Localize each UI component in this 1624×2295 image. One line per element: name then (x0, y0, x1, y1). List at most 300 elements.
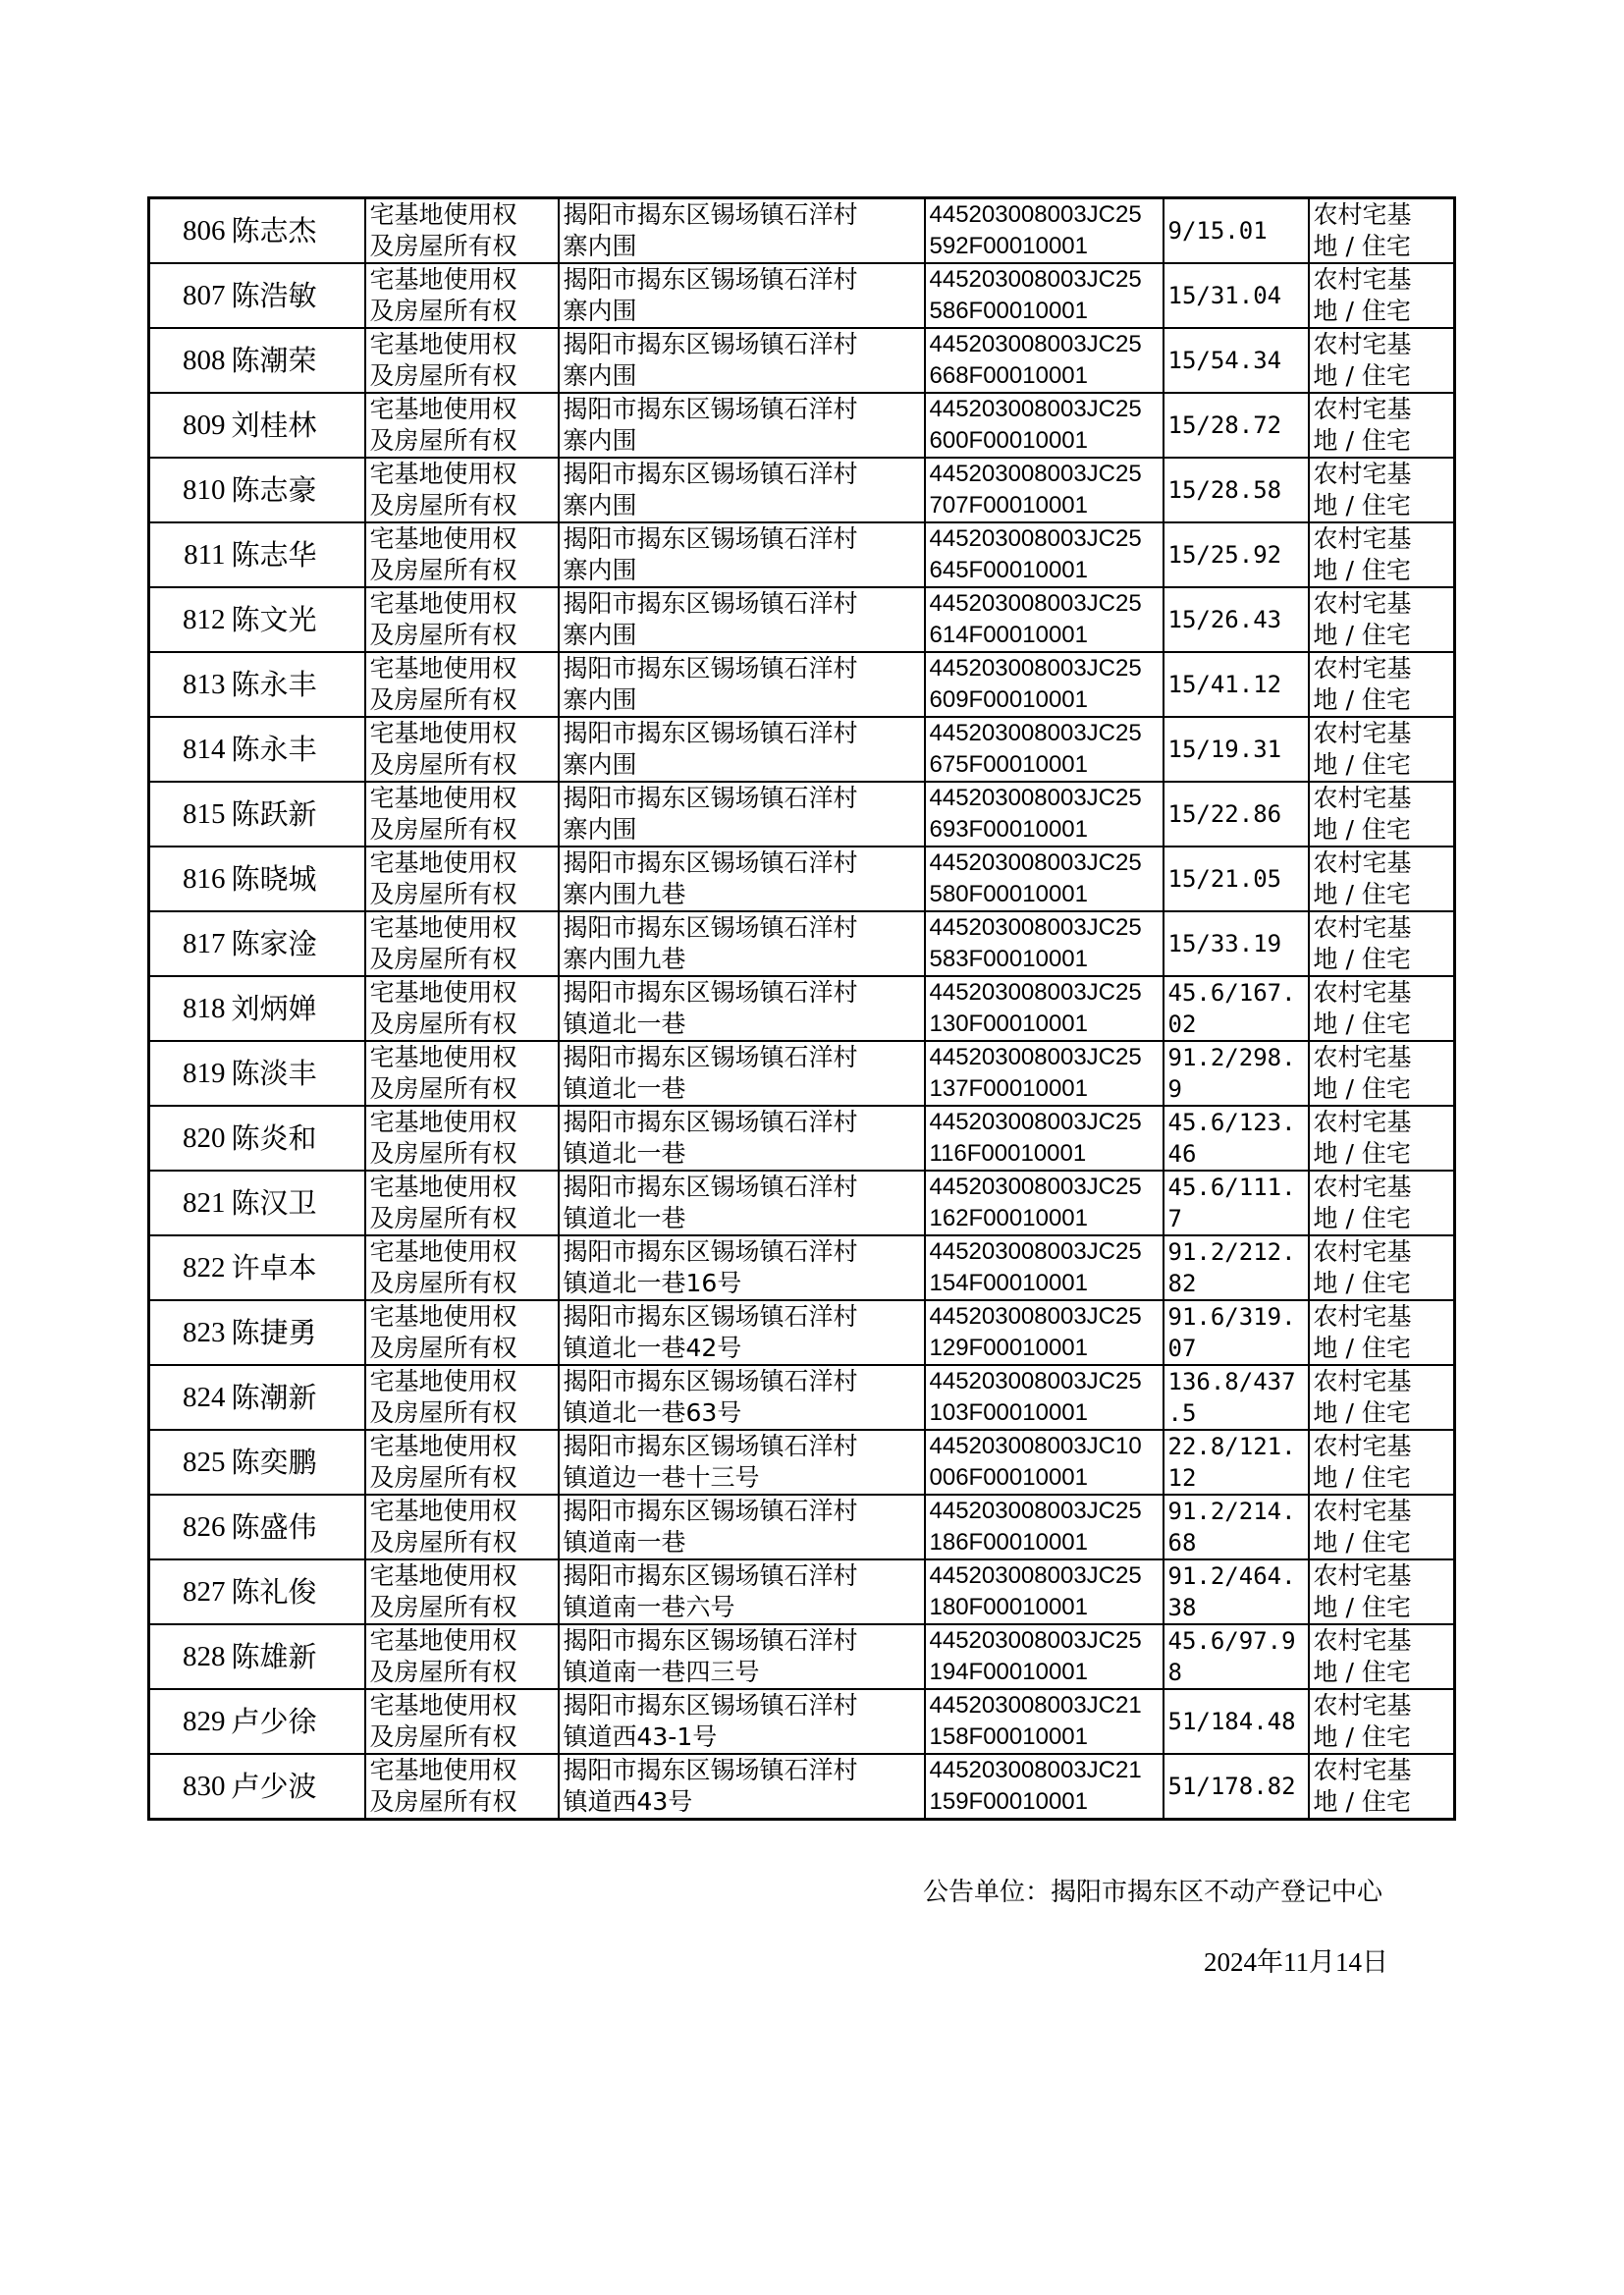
row-number-cell: 819 (149, 1041, 228, 1106)
property-address-line: 寨内围 (563, 297, 637, 325)
owner-name-cell: 陈家淦 (228, 911, 365, 976)
row-number-cell: 820 (149, 1106, 228, 1171)
unit-code-cell (925, 587, 1164, 652)
land-use-line: 地 / 住宅 (1313, 685, 1411, 714)
table-row (149, 393, 1455, 458)
property-address-cell (559, 976, 925, 1041)
land-use-cell (1309, 1430, 1455, 1495)
right-type-line: 及房屋所有权 (369, 1658, 517, 1686)
area-value-line: .5 (1167, 1399, 1197, 1427)
land-use-line: 农村宅基 (1313, 1043, 1412, 1071)
owner-name-cell: 卢少波 (228, 1754, 365, 1820)
area-value-cell (1164, 911, 1309, 976)
property-address-line: 揭阳市揭东区锡场镇石洋村 (563, 1691, 858, 1720)
area-value-cell (1164, 328, 1309, 393)
right-type-line: 宅基地使用权 (369, 1302, 517, 1331)
land-use-line: 农村宅基 (1313, 1237, 1412, 1266)
unit-code-line: 129F00010001 (929, 1335, 1088, 1361)
land-use-line: 农村宅基 (1313, 719, 1412, 747)
right-type-cell (365, 1041, 559, 1106)
property-address-line: 揭阳市揭东区锡场镇石洋村 (563, 524, 858, 553)
area-value-line: 51/184.48 (1167, 1708, 1296, 1735)
unit-code-cell (925, 782, 1164, 847)
area-value-line: 15/21.05 (1167, 865, 1282, 893)
right-type-line: 及房屋所有权 (369, 1398, 517, 1427)
unit-code-line: 137F00010001 (929, 1075, 1088, 1102)
area-value-line: 45.6/123. (1167, 1109, 1296, 1136)
land-use-cell (1309, 1106, 1455, 1171)
land-use-line: 农村宅基 (1313, 1367, 1412, 1395)
row-number-cell: 824 (149, 1365, 228, 1430)
owner-name-cell: 陈奕鹏 (228, 1430, 365, 1495)
unit-code-line: 445203008003JC25 (929, 1109, 1142, 1135)
area-value-cell (1164, 1171, 1309, 1235)
unit-code-cell (925, 1235, 1164, 1300)
right-type-cell (365, 263, 559, 328)
unit-code-line: 194F00010001 (929, 1659, 1088, 1685)
land-use-line: 农村宅基 (1313, 1691, 1412, 1720)
property-address-line: 寨内围 (563, 621, 637, 649)
property-address-line: 寨内围 (563, 685, 637, 714)
area-value-cell (1164, 652, 1309, 717)
land-use-line: 农村宅基 (1313, 265, 1412, 294)
table-row (149, 1235, 1455, 1300)
right-type-cell (365, 911, 559, 976)
unit-code-line: 103F00010001 (929, 1399, 1088, 1426)
property-address-cell (559, 458, 925, 522)
right-type-line: 及房屋所有权 (369, 1334, 517, 1362)
right-type-line: 宅基地使用权 (369, 1173, 517, 1201)
unit-code-line: 592F00010001 (929, 233, 1088, 259)
area-value-line: 15/26.43 (1167, 606, 1282, 633)
table-row (149, 198, 1455, 264)
property-address-cell (559, 1624, 925, 1689)
unit-code-line: 006F00010001 (929, 1464, 1088, 1491)
owner-name-cell: 卢少徐 (228, 1689, 365, 1754)
right-type-line: 及房屋所有权 (369, 1787, 517, 1816)
unit-code-line: 116F00010001 (929, 1140, 1087, 1167)
area-value-line: 51/178.82 (1167, 1773, 1296, 1800)
property-address-cell (559, 1689, 925, 1754)
property-address-line: 揭阳市揭东区锡场镇石洋村 (563, 848, 858, 877)
area-value-cell (1164, 1041, 1309, 1106)
area-value-cell (1164, 976, 1309, 1041)
property-address-cell (559, 1300, 925, 1365)
land-use-line: 地 / 住宅 (1313, 361, 1411, 390)
table-row (149, 1559, 1455, 1624)
area-value-line: 38 (1167, 1594, 1197, 1621)
row-number-cell: 823 (149, 1300, 228, 1365)
right-type-line: 宅基地使用权 (369, 330, 517, 358)
property-address-line: 揭阳市揭东区锡场镇石洋村 (563, 330, 858, 358)
announcement-date: 2024年11月14日 (1204, 1947, 1388, 1977)
land-use-line: 农村宅基 (1313, 1173, 1412, 1201)
right-type-cell (365, 1171, 559, 1235)
right-type-cell (365, 1689, 559, 1754)
area-value-line: 22.8/121. (1167, 1433, 1296, 1460)
row-number-cell: 830 (149, 1754, 228, 1820)
land-use-cell (1309, 1041, 1455, 1106)
land-use-cell (1309, 328, 1455, 393)
right-type-line: 及房屋所有权 (369, 426, 517, 455)
unit-code-cell (925, 1689, 1164, 1754)
land-use-line: 农村宅基 (1313, 524, 1412, 553)
area-value-cell (1164, 1689, 1309, 1754)
area-value-cell (1164, 1235, 1309, 1300)
right-type-cell (365, 1106, 559, 1171)
right-type-line: 宅基地使用权 (369, 848, 517, 877)
table-row (149, 1041, 1455, 1106)
unit-code-line: 445203008003JC10 (929, 1433, 1142, 1459)
owner-name-cell: 刘炳婵 (228, 976, 365, 1041)
unit-code-cell (925, 847, 1164, 911)
area-value-line: 82 (1167, 1270, 1197, 1297)
owner-name-cell: 陈志杰 (228, 198, 365, 264)
row-number-cell: 811 (149, 522, 228, 587)
land-use-cell (1309, 522, 1455, 587)
unit-code-line: 445203008003JC21 (929, 1692, 1142, 1719)
unit-code-line: 445203008003JC25 (929, 849, 1142, 876)
land-use-line: 农村宅基 (1313, 1432, 1412, 1460)
land-use-cell (1309, 263, 1455, 328)
land-use-line: 地 / 住宅 (1313, 1139, 1411, 1168)
property-address-cell (559, 782, 925, 847)
table-row (149, 652, 1455, 717)
unit-code-cell (925, 1430, 1164, 1495)
unit-code-line: 445203008003JC21 (929, 1757, 1142, 1783)
unit-code-cell (925, 652, 1164, 717)
right-type-cell (365, 522, 559, 587)
property-address-cell (559, 1365, 925, 1430)
unit-code-line: 445203008003JC25 (929, 590, 1142, 617)
unit-code-cell (925, 1754, 1164, 1820)
table-row (149, 1300, 1455, 1365)
land-use-line: 农村宅基 (1313, 1302, 1412, 1331)
row-number-cell: 818 (149, 976, 228, 1041)
row-number-cell: 826 (149, 1495, 228, 1559)
property-address-line: 揭阳市揭东区锡场镇石洋村 (563, 1756, 858, 1784)
unit-code-cell (925, 263, 1164, 328)
area-value-line: 91.2/464. (1167, 1562, 1296, 1590)
area-value-line: 46 (1167, 1140, 1197, 1168)
property-address-cell (559, 587, 925, 652)
right-type-cell (365, 587, 559, 652)
unit-code-line: 445203008003JC25 (929, 1044, 1142, 1070)
land-use-line: 农村宅基 (1313, 848, 1412, 877)
area-value-line: 91.6/319. (1167, 1303, 1296, 1331)
owner-name-cell: 陈淡丰 (228, 1041, 365, 1106)
unit-code-line: 445203008003JC25 (929, 914, 1142, 941)
area-value-cell (1164, 717, 1309, 782)
unit-code-line: 445203008003JC25 (929, 1174, 1142, 1200)
right-type-line: 宅基地使用权 (369, 460, 517, 488)
land-use-cell (1309, 1171, 1455, 1235)
property-address-cell (559, 717, 925, 782)
area-value-line: 15/41.12 (1167, 671, 1282, 698)
table-row (149, 1106, 1455, 1171)
property-address-line: 揭阳市揭东区锡场镇石洋村 (563, 1497, 858, 1525)
right-type-cell (365, 1430, 559, 1495)
right-type-line: 及房屋所有权 (369, 685, 517, 714)
property-address-line: 揭阳市揭东区锡场镇石洋村 (563, 719, 858, 747)
unit-code-cell (925, 976, 1164, 1041)
land-use-cell (1309, 1559, 1455, 1624)
unit-code-cell (925, 1041, 1164, 1106)
area-value-line: 02 (1167, 1011, 1197, 1038)
area-value-cell (1164, 782, 1309, 847)
unit-code-cell (925, 1171, 1164, 1235)
right-type-line: 及房屋所有权 (369, 1139, 517, 1168)
land-use-line: 地 / 住宅 (1313, 880, 1411, 908)
land-use-cell (1309, 1689, 1455, 1754)
unit-code-line: 586F00010001 (929, 298, 1088, 324)
unit-code-cell (925, 1495, 1164, 1559)
table-row (149, 976, 1455, 1041)
property-address-line: 寨内围 (563, 426, 637, 455)
land-use-line: 地 / 住宅 (1313, 491, 1411, 519)
announcing-unit: 公告单位：揭阳市揭东区不动产登记中心 (923, 1878, 1383, 1907)
area-value-cell (1164, 1559, 1309, 1624)
property-address-line: 镇道西43-1号 (563, 1722, 718, 1751)
table-row (149, 1495, 1455, 1559)
right-type-line: 及房屋所有权 (369, 491, 517, 519)
right-type-line: 及房屋所有权 (369, 297, 517, 325)
property-address-line: 揭阳市揭东区锡场镇石洋村 (563, 395, 858, 423)
unit-code-line: 130F00010001 (929, 1011, 1088, 1037)
right-type-cell (365, 1495, 559, 1559)
right-type-cell (365, 652, 559, 717)
area-value-line: 91.2/214. (1167, 1498, 1296, 1525)
property-address-line: 揭阳市揭东区锡场镇石洋村 (563, 1432, 858, 1460)
land-use-cell (1309, 976, 1455, 1041)
land-use-cell (1309, 1624, 1455, 1689)
area-value-line: 15/28.58 (1167, 476, 1282, 504)
right-type-line: 宅基地使用权 (369, 1691, 517, 1720)
right-type-cell (365, 976, 559, 1041)
right-type-line: 宅基地使用权 (369, 913, 517, 942)
area-value-line: 68 (1167, 1529, 1197, 1557)
owner-name-cell: 陈文光 (228, 587, 365, 652)
area-value-cell (1164, 847, 1309, 911)
unit-code-line: 445203008003JC25 (929, 201, 1142, 228)
right-type-line: 宅基地使用权 (369, 1432, 517, 1460)
unit-code-line: 600F00010001 (929, 427, 1088, 454)
table-row (149, 522, 1455, 587)
land-use-cell (1309, 587, 1455, 652)
property-address-line: 寨内围 (563, 750, 637, 779)
right-type-line: 及房屋所有权 (369, 1722, 517, 1751)
unit-code-line: 445203008003JC25 (929, 979, 1142, 1006)
property-address-line: 镇道南一巷 (563, 1528, 686, 1557)
unit-code-line: 445203008003JC25 (929, 396, 1142, 422)
row-number-cell: 808 (149, 328, 228, 393)
property-address-line: 揭阳市揭东区锡场镇石洋村 (563, 1367, 858, 1395)
land-use-line: 农村宅基 (1313, 330, 1412, 358)
property-address-line: 镇道西43号 (563, 1787, 693, 1816)
table-row (149, 1754, 1455, 1820)
land-use-line: 农村宅基 (1313, 784, 1412, 812)
land-use-cell (1309, 911, 1455, 976)
property-address-cell (559, 847, 925, 911)
area-value-line: 15/31.04 (1167, 282, 1282, 309)
owner-name-cell: 陈捷勇 (228, 1300, 365, 1365)
land-use-cell (1309, 1754, 1455, 1820)
unit-code-cell (925, 1365, 1164, 1430)
property-address-line: 寨内围 (563, 815, 637, 844)
land-use-line: 地 / 住宅 (1313, 1010, 1411, 1038)
property-address-line: 镇道南一巷六号 (563, 1593, 735, 1621)
area-value-line: 8 (1167, 1659, 1182, 1686)
property-address-line: 揭阳市揭东区锡场镇石洋村 (563, 1237, 858, 1266)
property-address-cell (559, 1235, 925, 1300)
right-type-cell (365, 1559, 559, 1624)
land-use-line: 地 / 住宅 (1313, 232, 1411, 260)
area-value-line: 15/54.34 (1167, 347, 1282, 374)
unit-code-line: 158F00010001 (929, 1723, 1088, 1750)
area-value-line: 15/28.72 (1167, 411, 1282, 439)
unit-code-cell (925, 198, 1164, 264)
unit-code-line: 609F00010001 (929, 686, 1088, 713)
property-address-line: 寨内围 (563, 361, 637, 390)
property-address-line: 镇道北一巷 (563, 1010, 686, 1038)
property-address-cell (559, 1106, 925, 1171)
land-use-line: 地 / 住宅 (1313, 1528, 1411, 1557)
property-address-line: 揭阳市揭东区锡场镇石洋村 (563, 460, 858, 488)
unit-code-line: 675F00010001 (929, 751, 1088, 778)
property-address-line: 镇道北一巷16号 (563, 1269, 742, 1297)
unit-code-line: 186F00010001 (929, 1529, 1088, 1556)
land-use-line: 地 / 住宅 (1313, 945, 1411, 973)
right-type-line: 宅基地使用权 (369, 589, 517, 618)
land-use-cell (1309, 393, 1455, 458)
property-address-line: 揭阳市揭东区锡场镇石洋村 (563, 978, 858, 1007)
property-address-cell (559, 328, 925, 393)
row-number-cell: 821 (149, 1171, 228, 1235)
right-type-line: 宅基地使用权 (369, 524, 517, 553)
area-value-line: 45.6/167. (1167, 979, 1296, 1007)
unit-code-line: 445203008003JC25 (929, 1498, 1142, 1524)
property-address-line: 镇道南一巷四三号 (563, 1658, 760, 1686)
property-address-cell (559, 1495, 925, 1559)
area-value-line: 9/15.01 (1167, 217, 1268, 245)
right-type-line: 及房屋所有权 (369, 1593, 517, 1621)
right-type-line: 及房屋所有权 (369, 815, 517, 844)
right-type-line: 及房屋所有权 (369, 1463, 517, 1492)
row-number-cell: 825 (149, 1430, 228, 1495)
property-address-line: 镇道北一巷42号 (563, 1334, 742, 1362)
property-address-cell (559, 1559, 925, 1624)
owner-name-cell: 陈潮新 (228, 1365, 365, 1430)
land-use-line: 地 / 住宅 (1313, 1593, 1411, 1621)
area-value-line: 91.2/298. (1167, 1044, 1296, 1071)
owner-name-cell: 陈炎和 (228, 1106, 365, 1171)
area-value-line: 45.6/111. (1167, 1174, 1296, 1201)
property-address-line: 镇道北一巷 (563, 1204, 686, 1232)
property-address-line: 寨内围九巷 (563, 880, 686, 908)
property-address-cell (559, 652, 925, 717)
registration-table (147, 196, 1456, 1821)
right-type-line: 及房屋所有权 (369, 880, 517, 908)
row-number-cell: 829 (149, 1689, 228, 1754)
row-number-cell: 810 (149, 458, 228, 522)
table-row (149, 587, 1455, 652)
unit-code-line: 693F00010001 (929, 816, 1088, 843)
unit-code-cell (925, 328, 1164, 393)
table-row (149, 458, 1455, 522)
right-type-line: 及房屋所有权 (369, 361, 517, 390)
table-row (149, 1689, 1455, 1754)
right-type-cell (365, 1754, 559, 1820)
owner-name-cell: 陈志豪 (228, 458, 365, 522)
unit-code-line: 645F00010001 (929, 557, 1088, 583)
land-use-line: 农村宅基 (1313, 1561, 1412, 1590)
owner-name-cell: 陈潮荣 (228, 328, 365, 393)
owner-name-cell: 陈礼俊 (228, 1559, 365, 1624)
table-row (149, 1365, 1455, 1430)
unit-code-line: 445203008003JC25 (929, 525, 1142, 552)
land-use-cell (1309, 458, 1455, 522)
right-type-line: 及房屋所有权 (369, 1528, 517, 1557)
land-use-line: 地 / 住宅 (1313, 1269, 1411, 1297)
area-value-line: 12 (1167, 1464, 1197, 1492)
row-number-cell: 814 (149, 717, 228, 782)
right-type-cell (365, 1624, 559, 1689)
unit-code-line: 162F00010001 (929, 1205, 1088, 1231)
table-row (149, 847, 1455, 911)
property-address-line: 揭阳市揭东区锡场镇石洋村 (563, 200, 858, 229)
row-number-cell: 816 (149, 847, 228, 911)
right-type-cell (365, 1300, 559, 1365)
unit-code-line: 445203008003JC25 (929, 785, 1142, 811)
unit-code-line: 445203008003JC25 (929, 331, 1142, 357)
row-number-cell: 809 (149, 393, 228, 458)
land-use-line: 地 / 住宅 (1313, 1204, 1411, 1232)
area-value-line: 91.2/212. (1167, 1238, 1296, 1266)
owner-name-cell: 陈跃新 (228, 782, 365, 847)
right-type-line: 宅基地使用权 (369, 1237, 517, 1266)
unit-code-line: 445203008003JC25 (929, 1627, 1142, 1654)
right-type-line: 宅基地使用权 (369, 265, 517, 294)
property-address-cell (559, 522, 925, 587)
owner-name-cell: 陈盛伟 (228, 1495, 365, 1559)
unit-code-line: 445203008003JC25 (929, 1238, 1142, 1265)
table-row (149, 717, 1455, 782)
land-use-cell (1309, 1495, 1455, 1559)
land-use-cell (1309, 198, 1455, 264)
row-number-cell: 807 (149, 263, 228, 328)
unit-code-line: 707F00010001 (929, 492, 1088, 519)
area-value-cell (1164, 1624, 1309, 1689)
property-address-line: 揭阳市揭东区锡场镇石洋村 (563, 1173, 858, 1201)
land-use-line: 农村宅基 (1313, 913, 1412, 942)
owner-name-cell: 陈永丰 (228, 652, 365, 717)
right-type-cell (365, 1365, 559, 1430)
area-value-line: 07 (1167, 1335, 1197, 1362)
unit-code-line: 445203008003JC25 (929, 720, 1142, 746)
unit-code-line: 159F00010001 (929, 1788, 1088, 1815)
right-type-line: 宅基地使用权 (369, 784, 517, 812)
land-use-line: 地 / 住宅 (1313, 1334, 1411, 1362)
property-address-line: 揭阳市揭东区锡场镇石洋村 (563, 1626, 858, 1655)
land-use-line: 地 / 住宅 (1313, 426, 1411, 455)
property-address-line: 镇道北一巷63号 (563, 1398, 742, 1427)
right-type-line: 宅基地使用权 (369, 1108, 517, 1136)
right-type-line: 宅基地使用权 (369, 395, 517, 423)
area-value-cell (1164, 1495, 1309, 1559)
property-address-line: 揭阳市揭东区锡场镇石洋村 (563, 589, 858, 618)
unit-code-line: 583F00010001 (929, 946, 1088, 972)
table-row (149, 1430, 1455, 1495)
